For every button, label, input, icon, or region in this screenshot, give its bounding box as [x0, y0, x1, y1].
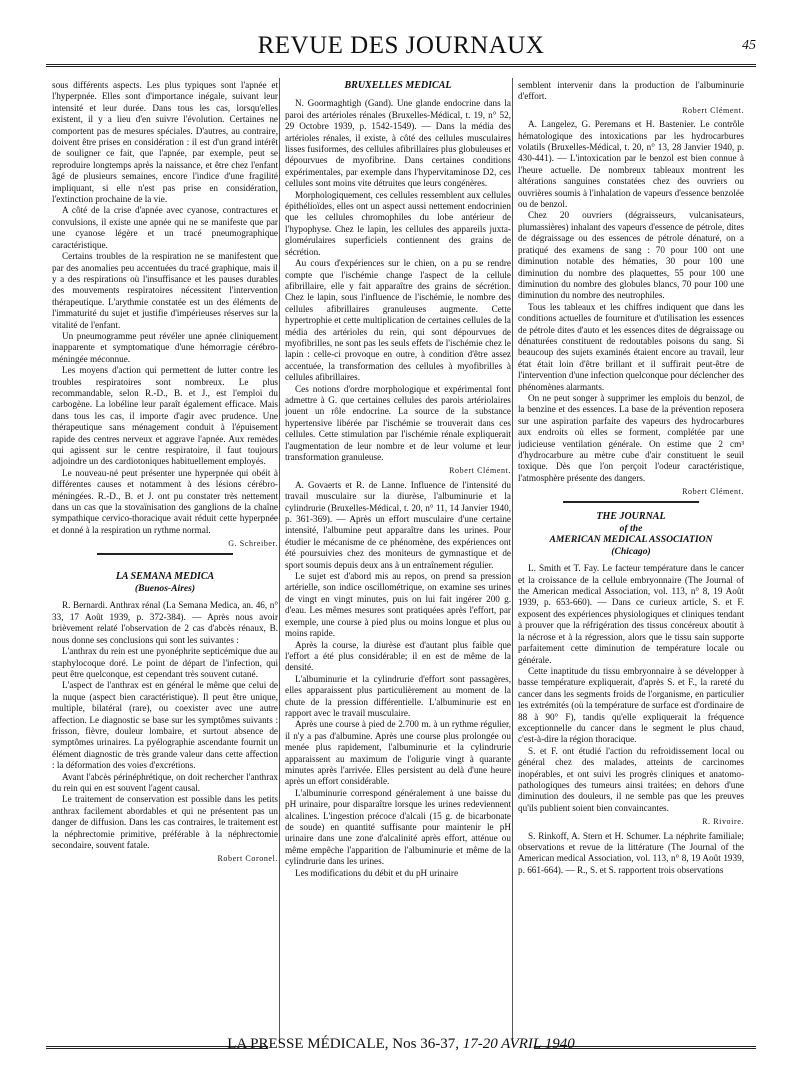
section-divider	[97, 553, 233, 555]
paragraph: Tous les tableaux et les chiffres indiquent que dans les conditions actuelles de fourniture et d'utilisation les essences de pétrole dites d'auto et les essences dites de dégraissage ou dénaturées constituent de redoutables poisons du sang. Si beaucoup des sujets examinés étaient encore au travail, leur état était loin d'être brillant et il suffirait peut-être de l'intervention d'une infection quelconque pour déclencher des phénomènes alarmants.	[518, 301, 744, 392]
paragraph: Le sujet est d'abord mis au repos, on prend sa pression artérielle, son indice oscillométrique, on examine ses urines de vingt en vingt minutes, puis on lui fait ingérer 200 g. d'eau. Les mêmes mesures sont pratiquées après l'effort, par exemple, une course à pied plus ou moins longue et plus ou moins rapide.	[285, 571, 511, 639]
paragraph: Chez 20 ouvriers (dégraisseurs, vulcanisateurs, plumassières) inhalant des vapeurs d'essence de pétrole, dites de dégraissage ou des essences de pétrole dénaturé, on a pratiqué des examens de sang : 70 pour 100 ont une diminution notable des hématies, 30 pour 100 une diminution du nombre des plaquettes, 55 pour 100 une diminution du nombre des globules blancs, 70 pour 100 une diminution du nombre des neutrophiles.	[518, 210, 744, 301]
article-entry: A. Langelez, G. Peremans et H. Bastenier. Le contrôle hématologique des intoxications par les hydrocarbures volatils (Bruxelles-Médical, t. 20, n° 13, 28 Janvier 1940, p. 430-441). — L'intoxication par le benzol est bien connue à l'heure actuelle. De nombreux tableaux montrent les altérations sanguines constatées chez des ouvriers ou ouvrières soumis à l'inhalation de vapeurs d'essence benzolée ou de benzol.	[518, 119, 744, 210]
paragraph: sous différents aspects. Les plus typiques sont l'apnée et l'hyperpnée. Elles sont d'importance inégale, suivant leur intensité et leur durée. Dans tous les cas, lorsqu'elles existent, il y a lieu d'en suivre l'évolution. Certaines ne comportent pas de mesures spéciales. D'autres, au contraire, doivent être prises en considération : il est d'un grand intérêt de souligner ce fait, que l'apnée, par exemple, peut se reproduire longtemps après la naissance, et être chez l'enfant âgé de plusieurs semaines, encore l'indice d'une fragilité impliquant, si elle n'est pas prise en considération, l'extinction prochaine de la vie.	[52, 80, 278, 205]
paragraph: L'albuminurie et la cylindrurie d'effort sont passagères, elles apparaissent plus particulièrement au moment de la chute de la pression différentielle. L'albuminurie est en rapport avec le travail musculaire.	[285, 673, 511, 718]
author-signature: Robert Clément.	[682, 105, 744, 115]
section-heading-line: AMERICAN MEDICAL ASSOCIATION	[549, 534, 713, 546]
paragraph: Les moyens d'action qui permettent de lutter contre les troubles respiratoires sont nombreux. Le plus recommandable, selon R.-D., B. et J., est l'emploi du carbogène. La lobéline leur paraît également efficace. Mais dans tous les cas, il importe d'agir avec prudence. Une thérapeutique sans ménagement conduit à l'épuisement rapide des centres nerveux et aggrave l'apnée. Aux remèdes qui agissent sur le centre respiratoire, il faut toujours adjoindre un des cardiotoniques habituellement employés.	[52, 365, 278, 467]
paragraph: Les modifications du débit et du pH urinaire	[295, 867, 459, 878]
author-signature: Robert Clément.	[449, 466, 511, 476]
section-heading: LA SEMANA MEDICA	[115, 570, 215, 582]
article-entry: L. Smith et T. Fay. Le facteur température dans le cancer et la croissance de la cellule embryonnaire (The Journal of the American medical Association, vol. 113, n° 8, 19 Août 1939, p. 653-660). — Dans ce curieux article, S. et F. exposent des expériences physiologiques et cliniques tendant à prouver que la réfrigération des tissus concéreux aboutit à la nécrose et à la régression, alors que le tissu sain supporte parfaitement cette diminution de température locale ou générale.	[518, 563, 744, 665]
paragraph: Ces notions d'ordre morphologique et expérimental font admettre à G. que certaines cellules des parois artériolaires jouent un rôle endocrine. La source de la substance hypertensive libérée par l'ischémie se trouverait dans ces cellules. Cette stimulation par l'ischémie rénale expliquerait l'augmentation de leur nombre et de leur volume et leur transformation granuleuse.	[285, 383, 511, 462]
paragraph: L'aspect de l'anthrax est en général le même que celui de la nuque (aspect bien caractéristique). Il peut être unique, multiple, bilatéral (rare), ou coexister avec une autre affection. Le diagnostic se base sur les symptômes suivants : frisson, fièvre, douleur lombaire, et surtout absence de symptômes urinaires. La pyélographie ascendante fournit un élément diagnostic de très grande valeur dans cette affection : la déformation des voies d'excrétions.	[52, 680, 278, 771]
paragraph: Cette inaptitude du tissu embryonnaire à se développer à basse température expliquerait, d'après S. et F., la rareté du cancer dans les segments froids de l'organisme, en particulier les extrémités (où la température de surface est d'ordinaire de 88 à 90° F), tandis qu'elle expliquerait la fréquence exceptionnelle du cancer dans le segment le plus chaud, c'est-à-dire la région thoracique.	[518, 665, 744, 745]
paragraph: L'anthrax du rein est une pyonéphrite septicémique due au staphylocoque doré. Le point de départ de l'infection, qui peut être quelconque, est cependant très souvent cutané.	[52, 646, 278, 679]
paragraph: Morphologiquement, ces cellules ressemblent aux cellules épithélioïdes, elles ont un aspect aussi nettement endocrinien que les cellules chromophiles du lobe antérieur de l'hypophyse. Chez le lapin, les cellules des appareils juxta-glomérulaires superficiels contiennent des grains de sécrétion.	[285, 189, 511, 257]
column-divider	[512, 78, 513, 1044]
paragraph: Après la course, la diurèse est d'autant plus faible que l'effort a été plus considérable; il en est de même de la densité.	[285, 639, 511, 673]
footer-issue: os 36-37,	[403, 1036, 459, 1052]
column-middle	[285, 80, 511, 1040]
section-divider	[563, 501, 699, 503]
paragraph: semblent intervenir dans la production de l'albuminurie d'effort.	[518, 80, 744, 102]
paragraph: On ne peut songer à supprimer les emplois du benzol, de la benzine et des essences. La base de la prévention reposera sur une aspiration parfaite des vapeurs des hydrocarbures aux endroits où elles se forment, complétée par une judicieuse ventilation générale. On estime que 2 cm³ d'hydrocarbure au mètre cube d'air constituent le seuil toxique. Dès que l'on perçoit l'odeur caractéristique, l'atmosphère présente des dangers.	[518, 392, 744, 483]
section-heading: THE JOURNAL	[596, 510, 666, 522]
page-number: 45	[742, 38, 756, 53]
paragraph: Certains troubles de la respiration ne se manifestent que par des anomalies peu accentuées du tracé graphique, mais il y a des respirations où l'insuffisance et les pauses durables des mouvements respiratoires nécessitent l'intervention thérapeutique. L'arythmie constatée est un des éléments de l'immaturité du sujet et justifie d'impérieuses réserves sur la vitalité de l'enfant.	[52, 251, 278, 330]
header-rule	[46, 64, 756, 67]
journal-section-title: REVUE DES JOURNAUX	[257, 32, 545, 59]
article-entry: R. Bernardi. Anthrax rénal (La Semana Medica, an. 46, n° 33, 17 Août 1939, p. 372-384). — Après nous avoir brièvement relaté l'observation de 2 cas d'abcès rénaux, B. nous donne ses conclusions qui sont les suivantes :	[52, 600, 278, 645]
author-signature: R. Rivoire.	[702, 817, 744, 827]
paragraph: Avant l'abcès périnéphrétique, on doit rechercher l'anthrax du rein qui en est souvent l'agent causal.	[52, 771, 278, 793]
section-heading-line: of the	[619, 523, 643, 535]
paragraph: Au cours d'expériences sur le chien, on a pu se rendre compte que l'ischémie change l'aspect de la cellule afibrillaire, elle y fait apparaître des grains de sécrétion. Chez le lapin, sous l'influence de l'ischémie, le nombre des cellules afibrillaires granuleuses augmente. Cette hypertrophie et cette multiplication de certaines cellules de la média des artérioles du rein, qui sont dépourvues de myofibrilles, ne sont pas les seuls effets de l'ischémie chez le lapin : celle-ci provoque en outre, à condition d'être assez accentuée, la transformation des cellules à myofibrilles à cellules afibrillaires.	[285, 258, 511, 383]
column-divider	[279, 78, 280, 1044]
author-signature: Robert Clément.	[682, 487, 744, 497]
paragraph: L'albuminurie correspond généralement à une baisse du pH urinaire, pour disparaître lorsque les urines redeviennent alcalines. L'ingestion précoce d'alcali (15 g. de bicarbonate de soude) en quantité suffisante pour maintenir le pH urinaire dans une zone d'alcalinité après effort, atténue ou même empêche l'apparition de l'albuminurie et même de la cylindrurie dans les urines.	[285, 787, 511, 867]
paragraph: Après une course à pied de 2.700 m. à un rythme régulier, il n'y a pas d'albumine. Après une course plus prolongée ou menée plus rapidement, l'albuminurie et la cylindrurie apparaissent au maximum de l'oligurie vingt à quarante minutes après l'arrivée. Elles persistent au delà d'une heure après un effort considérable.	[285, 719, 511, 787]
section-subheading: (Buenos-Aires)	[134, 583, 196, 595]
section-heading: BRUXELLES MEDICAL	[344, 80, 452, 91]
paragraph: A côté de la crise d'apnée avec cyanose, contractures et convulsions, il existe une apnée qui ne se manifeste que par une cyanose légère et un tracé pneumographique caractéristique.	[52, 205, 278, 250]
author-signature: G. Schreiber.	[228, 539, 278, 549]
paragraph: S. et F. ont étudié l'action du refroidissement local ou général chez des malades, atteints de carcinomes inopérables, et ont suivi les progrès cliniques et anatomo-pathologiques des tumeurs ainsi traitées; en dehors d'une diminution des douleurs, il ne semble pas que les preuves qu'ils publient soient bien convaincantes.	[518, 745, 744, 813]
article-entry: A. Govaerts et R. de Lanne. Influence de l'intensité du travail musculaire sur la diurèse, l'albuminurie et la cylindrurie (Bruxelles-Médical, t. 20, n° 11, 14 Janvier 1940, p. 361-369). — Après un effort musculaire d'une certaine intensité, l'albumine peut apparaître dans les urines. Pour étudier le mécanisme de ce phénomène, des expériences ont été poursuivies chez des moniteurs de gymnastique et de sport soumis depuis deux ans à un entraînement régulier.	[285, 479, 511, 570]
paragraph: Le traitement de conservation est possible dans les petits anthrax facilement abordables et qui ne présentent pas un danger de diffusion. Dans les cas contraires, le traitement est la néphrectomie primitive, préférable à la néphrectomie secondaire, souvent fatale.	[52, 794, 278, 850]
footer-text	[46, 1036, 756, 1053]
running-footer	[46, 1036, 756, 1060]
running-header	[46, 28, 756, 64]
author-signature: Robert Coronel.	[217, 854, 278, 864]
footer-date: 17-20 AVRIL 1940	[462, 1036, 575, 1052]
paragraph: Le nouveau-né peut présenter une hyperpnée qui obéit à différentes causes et notamment à des lésions cérébro-méningées. R.-D., B. et J. ont pu constater très nettement dans un cas que la stovaïnisation des ganglions de la chaîne sympathique cervico-thoracique avait réduit cette hyperpnée et donné à la respiration un rythme normal.	[52, 467, 278, 535]
footer-journal: LA PRESSE MÉDICALE, N	[227, 1036, 404, 1052]
article-entry: S. Rinkoff, A. Stern et H. Schumer. La néphrite familiale; observations et revue de la littérature (The Journal of the American medical Association, vol. 113, n° 8, 19 Août 1939, p. 661-664). — R., S. et S. rapportent trois observations	[518, 830, 744, 875]
paragraph: Un pneumogramme peut révéler une apnée cliniquement inapparente et symptomatique d'une hémorragie cérébro-méningée méconnue.	[52, 330, 278, 364]
article-entry: N. Goormaghtigh (Gand). Une glande endocrine dans la paroi des artérioles rénales (Bruxelles-Médical, t. 19, n° 52, 29 Octobre 1939, p. 1542-1549). — Dans la média des artérioles rénales, il existe, à côté des cellules musculaires lisses fusiformes, des cellules afibrillaires plus globuleuses et dépourvues de myofibrine. Dans certaines conditions expérimentales, par exemple dans l'hypervitaminose D2, ces cellules sont moins vite détruites que leurs congénères.	[285, 98, 511, 189]
section-subheading: (Chicago)	[611, 545, 651, 557]
column-right	[518, 80, 744, 1040]
column-left	[52, 80, 278, 1040]
